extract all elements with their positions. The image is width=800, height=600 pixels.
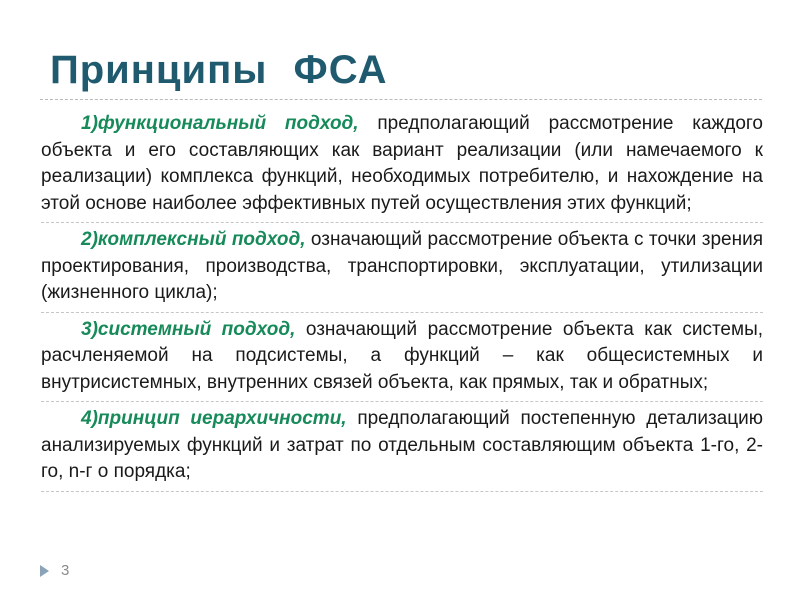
page-number: 3 — [61, 562, 70, 579]
principle-description: предполагающий рассмотрение каждого объекта и его составляющих как вариант реализации (или намечаемого к реализации) комплекса функций, необходимых потребителю, и нахождение на этой основе наиболее эффективных путей осуществления этих функций; — [41, 113, 763, 214]
principle-term: 3)системный подход, — [81, 318, 296, 340]
slide-content — [41, 107, 763, 492]
principle-item-4 — [41, 402, 763, 491]
principle-item-2 — [41, 223, 763, 312]
principle-term: 1)функциональный подход, — [81, 113, 359, 134]
principle-item-3 — [41, 313, 763, 402]
title-divider — [40, 99, 762, 100]
item-divider — [41, 491, 763, 492]
triangle-bullet-icon — [40, 565, 49, 577]
principle-term: 2)комплексный подход, — [81, 229, 306, 250]
principle-term: 4)принцип иерархичности, — [81, 408, 347, 429]
principle-item-1 — [41, 107, 763, 222]
slide-title: Принципы ФСА — [50, 48, 388, 92]
principle-description: означающий рассмотрение объекта с точки зрения проектирования, производства, транспортировки, эксплуатации, утилизации (жизненного цикла); — [41, 229, 763, 303]
principle-description: означающий рассмотрение объекта как системы, расчленяемой на подсистемы, а функций – как общесистемных и внутрисистемных, внутренних связей объекта, как прямых, так и обратных; — [41, 318, 763, 393]
principle-description: предполагающий постепенную детализацию анализируемых функций и затрат по отдельным составляющим объекта 1-го, 2-го, n-г о порядка; — [41, 408, 763, 482]
